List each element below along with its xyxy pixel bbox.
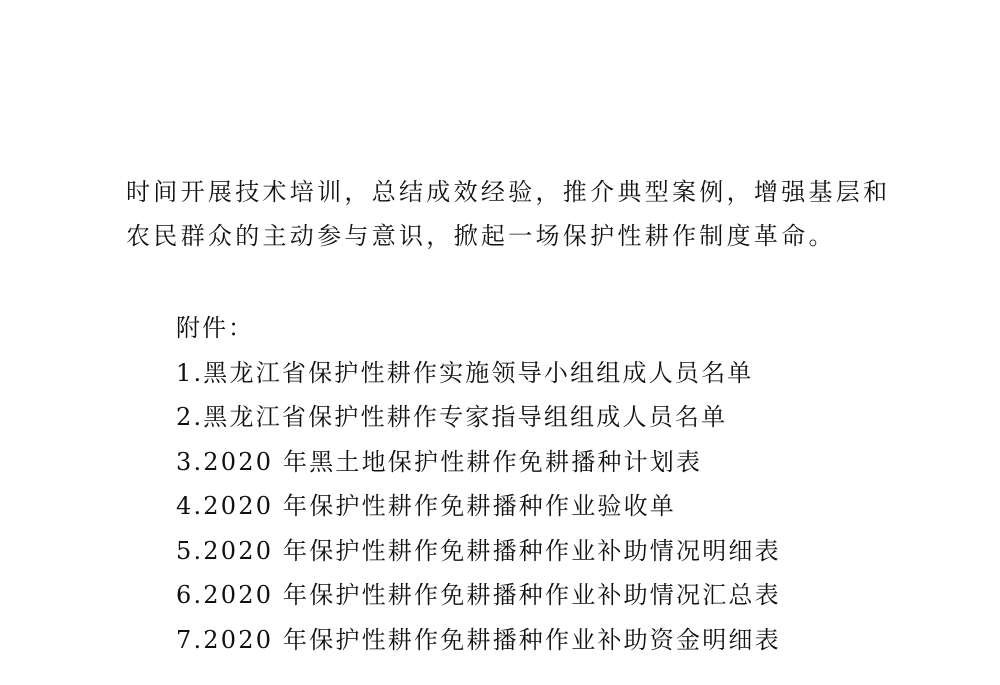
attachment-item-3: 3.2020 年黑土地保护性耕作免耕播种计划表 xyxy=(176,447,703,476)
attachment-item-5: 5.2020 年保护性耕作免耕播种作业补助情况明细表 xyxy=(176,536,781,565)
attachment-item-1: 1.黑龙江省保护性耕作实施领导小组组成人员名单 xyxy=(176,358,754,387)
attachment-item-6: 6.2020 年保护性耕作免耕播种作业补助情况汇总表 xyxy=(176,581,781,609)
attachments-list xyxy=(176,306,876,662)
attachment-item-2: 2.黑龙江省保护性耕作专家指导组组成人员名单 xyxy=(176,403,728,431)
paragraph-line: 农民群众的主动参与意识，掀起一场保护性耕作制度革命。 xyxy=(126,222,836,250)
body-paragraph xyxy=(126,170,891,258)
attachment-item-4: 4.2020 年保护性耕作免耕播种作业验收单 xyxy=(176,492,677,520)
paragraph-line: 时间开展技术培训，总结成效经验，推介典型案例，增强基层和 xyxy=(126,178,891,206)
attachment-item-7: 7.2020 年保护性耕作免耕播种作业补助资金明细表 xyxy=(176,625,781,654)
attachments-heading: 附件： xyxy=(176,314,254,342)
